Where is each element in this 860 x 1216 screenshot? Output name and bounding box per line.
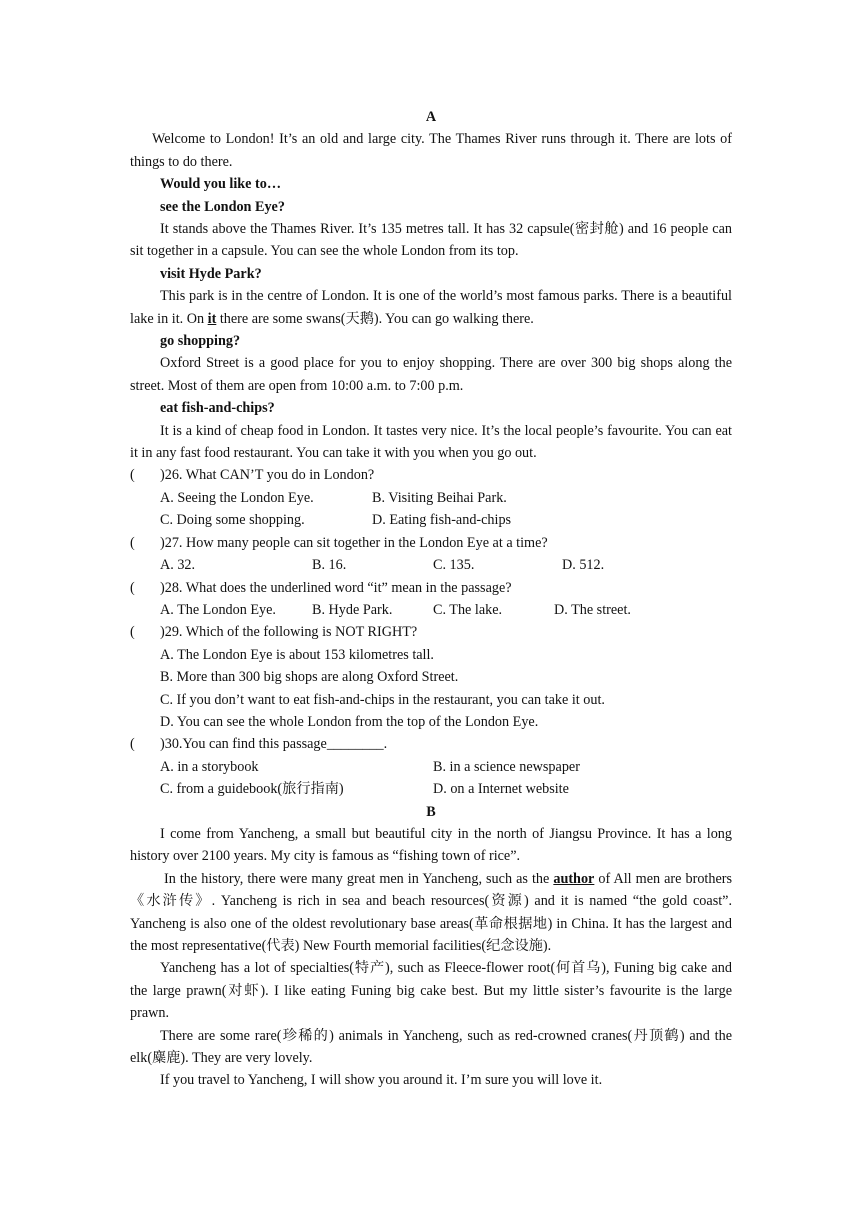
question-30 (130, 733, 732, 755)
option-c[interactable]: C. Doing some shopping. (160, 512, 305, 529)
option-d[interactable]: D. Eating fish-and-chips (372, 512, 512, 529)
question-27-text: )27. How many people can sit together in the London Eye at a time? (160, 534, 548, 551)
question-30-options-row-1 (130, 756, 732, 778)
question-27-options (130, 554, 732, 576)
shopping-subheading: go shopping? (160, 333, 241, 350)
question-29-text: )29. Which of the following is NOT RIGHT? (160, 624, 418, 641)
fish-chips-paragraph: It is a kind of cheap food in London. It tastes very nice. It’s the local people’s favourite. You can eat it in any fast food restaurant. You can take it with you when you go out. (130, 422, 732, 462)
option-c[interactable]: C. 135. (433, 557, 475, 574)
answer-blank[interactable]: ( (130, 736, 135, 753)
option-d[interactable]: D. 512. (562, 557, 605, 574)
option-d[interactable]: D. You can see the whole London from the top of the London Eye. (160, 713, 539, 730)
section-b-paragraph-5: If you travel to Yancheng, I will show you around it. I’m sure you will love it. (160, 1072, 603, 1089)
option-a[interactable]: A. The London Eye is about 153 kilometres tall. (160, 646, 434, 663)
answer-blank[interactable]: ( (130, 534, 135, 551)
would-like-heading: Would you like to… (160, 176, 282, 193)
question-28 (130, 577, 732, 599)
question-29-option-c (130, 689, 732, 711)
section-b-paragraph-4: There are some rare(珍稀的) animals in Yancheng, such as red-crowned cranes(丹顶鹤) and the elk(麋鹿). They are very lovely. (130, 1027, 732, 1067)
question-30-options-row-2 (130, 778, 732, 800)
option-b[interactable]: B. Hyde Park. (312, 601, 393, 618)
option-c[interactable]: C. from a guidebook(旅行指南) (160, 781, 344, 798)
underlined-word-author: author (553, 870, 595, 887)
section-b-paragraph-2 (130, 868, 732, 958)
option-d[interactable]: D. The street. (554, 601, 631, 618)
worksheet-page (130, 106, 732, 1092)
answer-blank[interactable]: ( (130, 579, 135, 596)
hyde-park-subheading: visit Hyde Park? (160, 265, 262, 282)
london-eye-subheading: see the London Eye? (160, 198, 285, 215)
paragraph-2-text-1: In the history, there were many great men in Yancheng, such as the (164, 870, 554, 887)
option-a[interactable]: A. The London Eye. (160, 601, 276, 618)
question-30-text: )30.You can find this passage________. (160, 736, 388, 753)
question-29-option-d (130, 711, 732, 733)
question-26-options-row-2 (130, 509, 732, 531)
section-a-heading: A (425, 109, 437, 125)
option-b[interactable]: B. 16. (312, 557, 347, 574)
question-28-options (130, 599, 732, 621)
section-b-paragraph-1: I come from Yancheng, a small but beautiful city in the north of Jiangsu Province. It has a long history over 2100 years. My city is famous as “fishing town of rice”. (130, 825, 732, 865)
london-eye-paragraph: It stands above the Thames River. It’s 135 metres tall. It has 32 capsule(密封舱) and 16 people can sit together in a capsule. You can see the whole London from its top. (130, 221, 732, 260)
section-a-intro: Welcome to London! It’s an old and large city. The Thames River runs through it. There are lots of things to do there. (130, 131, 732, 170)
question-26 (130, 464, 732, 486)
option-c[interactable]: C. The lake. (433, 601, 503, 618)
question-27 (130, 532, 732, 554)
option-b[interactable]: B. Visiting Beihai Park. (372, 489, 507, 506)
answer-blank[interactable]: ( (130, 467, 135, 484)
option-b[interactable]: B. More than 300 big shops are along Oxford Street. (160, 669, 459, 686)
answer-blank[interactable]: ( (130, 624, 135, 641)
question-26-options-row-1 (130, 487, 732, 509)
option-a[interactable]: A. Seeing the London Eye. (160, 489, 314, 506)
question-29-option-b (130, 666, 732, 688)
hyde-park-text-1: This park is in the centre of London. It is one of the world’s most famous parks. There is a beautiful lake in it. On (130, 288, 732, 327)
underlined-word-it: it (207, 310, 217, 327)
shopping-paragraph: Oxford Street is a good place for you to enjoy shopping. There are over 300 big shops along the street. Most of them are open from 10:00 a.m. to 7:00 p.m. (130, 355, 732, 394)
option-a[interactable]: A. in a storybook (160, 758, 259, 775)
section-b-paragraph-3: Yancheng has a lot of specialties(特产), such as Fleece-flower root(何首乌), Funing big cake and the large prawn(对虾). I like eating Funing big cake best. But my little sister’s favourite is the large prawn. (130, 960, 732, 1022)
hyde-park-paragraph (130, 285, 732, 330)
option-b[interactable]: B. in a science newspaper (433, 758, 580, 775)
section-b-heading: B (426, 803, 436, 820)
question-29 (130, 621, 732, 643)
option-c[interactable]: C. If you don’t want to eat fish-and-chips in the restaurant, you can take it out. (160, 691, 605, 708)
question-28-text: )28. What does the underlined word “it” mean in the passage? (160, 579, 512, 596)
option-a[interactable]: A. 32. (160, 557, 196, 574)
question-26-text: )26. What CAN’T you do in London? (160, 467, 375, 484)
fish-chips-subheading: eat fish-and-chips? (160, 400, 275, 417)
hyde-park-text-2: there are some swans(天鹅). You can go walking there. (216, 310, 534, 327)
paragraph-2-text-2: of All men are brothers《水浒传》. Yancheng is rich in sea and beach resources(资源) and it is named “the gold coast”. Yancheng is also one of the oldest revolutionary base areas(革命根据地) in China. It has the largest and the most representative(代表) New Fourth memorial facilities(纪念设施). (130, 870, 732, 954)
question-29-option-a (130, 644, 732, 666)
option-d[interactable]: D. on a Internet website (433, 781, 569, 798)
